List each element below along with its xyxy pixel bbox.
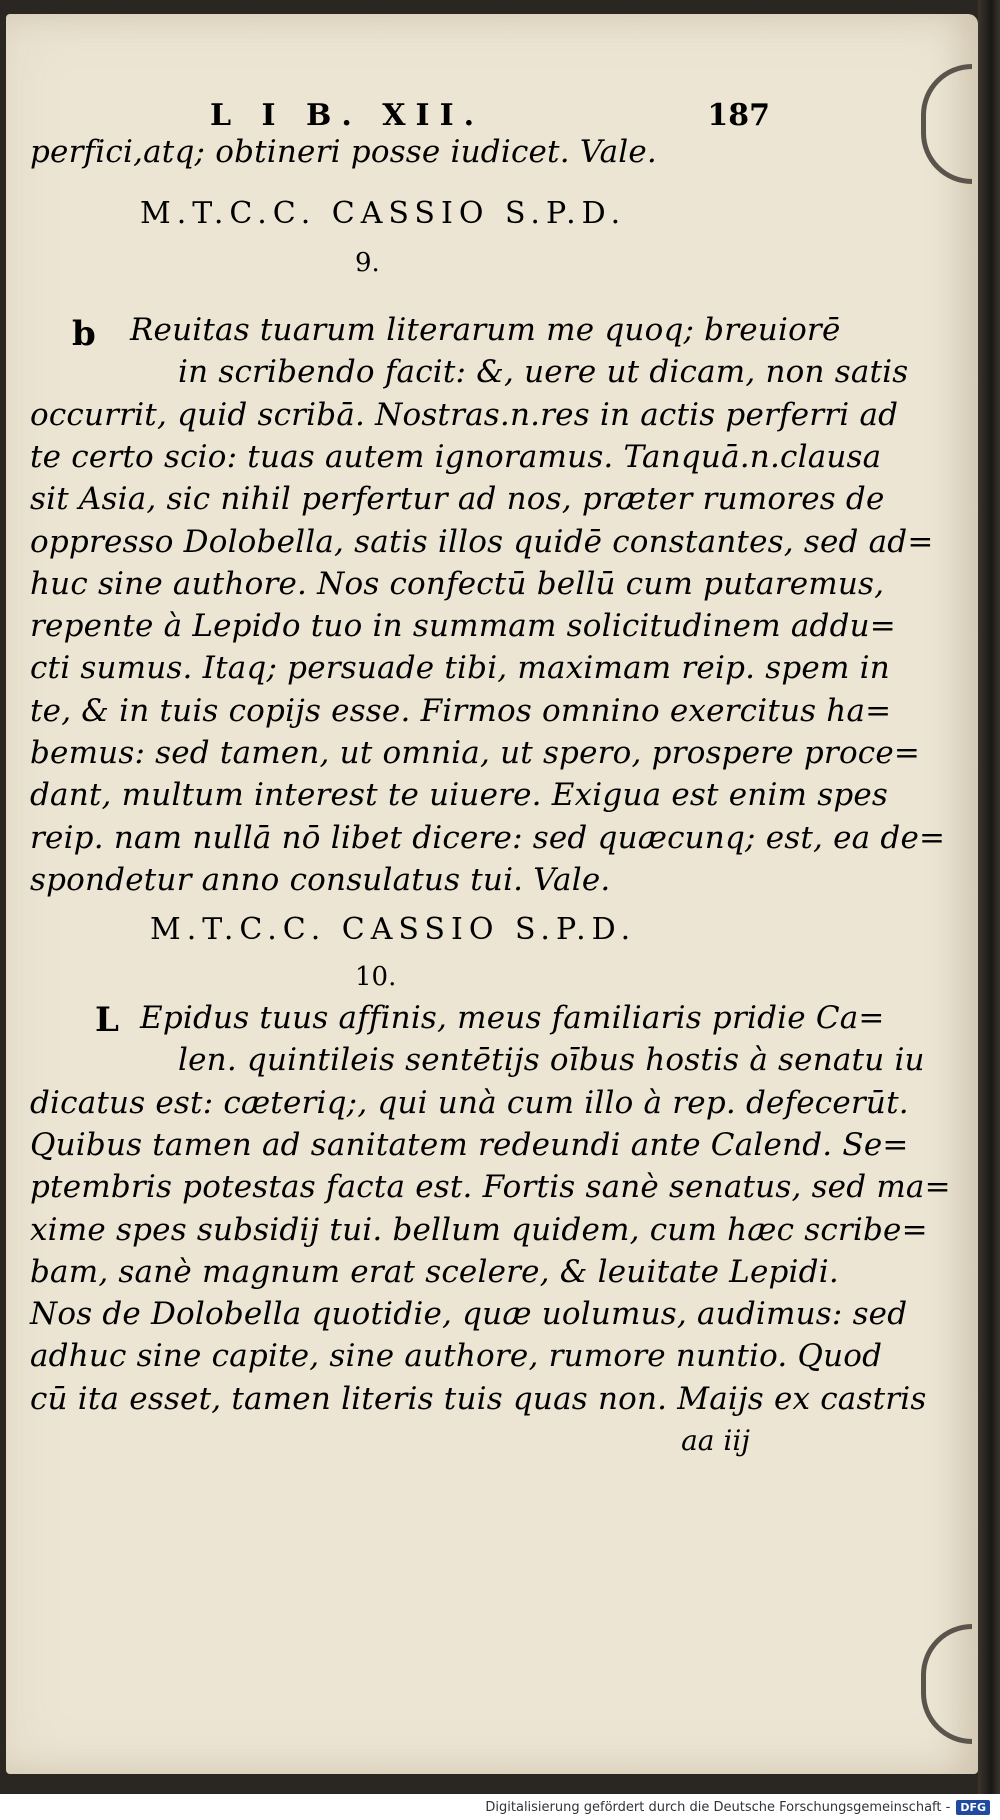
letter9-line: in scribendo facit: &, uere ut dicam, non satis (178, 354, 909, 391)
letter10-initial: L (95, 1000, 119, 1040)
page-clip-bottom (921, 1624, 972, 1744)
book-label: L I B. XII. (210, 98, 485, 133)
letter9-initial: b (72, 314, 96, 354)
letter9-line: reip. nam nullā nō libet dicere: sed quæcunq; est, ea de= (30, 819, 946, 856)
letter10-line: bam, sanè magnum erat scelere, & leuitate Lepidi. (30, 1253, 839, 1290)
dfg-logo: DFG (956, 1800, 990, 1815)
letter9-line: repente à Lepido tuo in summam solicitudinem addu= (30, 608, 896, 645)
letter10-line: dicatus est: cæteriq;, qui unà cum illo à rep. defecerūt. (30, 1084, 909, 1121)
letter10-line: cū ita esset, tamen literis tuis quas non. Maijs ex castris (30, 1380, 927, 1417)
letter9-line: Reuitas tuarum literarum me quoq; breuiorē (130, 312, 841, 348)
letter10-line: adhuc sine capite, sine authore, rumore nuntio. Quod (30, 1338, 883, 1375)
signature-mark: aa iij (681, 1424, 750, 1457)
letter9-line: cti sumus. Itaq; persuade tibi, maximam reip. spem in (30, 650, 890, 687)
letter10-line: Nos de Dolobella quotidie, quæ uolumus, audimus: sed (30, 1296, 908, 1333)
letter10-line: len. quintileis sentētijs oībus hostis à senatu iu (178, 1042, 925, 1079)
letter9-line: spondetur anno consulatus tui. Vale. (30, 861, 611, 898)
page-number: 187 (707, 98, 770, 133)
letter9-number: 9. (355, 248, 380, 278)
letter10-line: Quibus tamen ad sanitatem redeundi ante Calend. Se= (30, 1126, 909, 1163)
letter9-heading: M.T.C.C. CASSIO S.P.D. (140, 196, 627, 231)
letter9-line: sit Asia, sic nihil perfertur ad nos, præter rumores de (30, 481, 885, 518)
letter9-line: te, & in tuis copijs esse. Firmos omnino exercitus ha= (30, 692, 892, 729)
letter9-line: te certo scio: tuas autem ignoramus. Tanquā.n.clausa (30, 438, 882, 475)
letter10-heading: M.T.C.C. CASSIO S.P.D. (150, 912, 637, 947)
letter9-line: bemus: sed tamen, ut omnia, ut spero, prospere proce= (30, 735, 921, 771)
letter10-line: ptembris potestas facta est. Fortis sanè senatus, sed ma= (30, 1169, 951, 1206)
letter9-line: occurrit, quid scribā. Nostras.n.res in actis perferri ad (30, 396, 899, 433)
letter10-line: Epidus tuus affinis, meus familiaris pridie Ca= (140, 1000, 885, 1036)
letter9-line: dant, multum interest te uiuere. Exigua est enim spes (30, 777, 889, 814)
letter10-line: xime spes subsidij tui. bellum quidem, cum hæc scribe= (30, 1211, 928, 1248)
footer-text: Digitalisierung gefördert durch die Deutsche Forschungsgemeinschaft - (485, 1799, 951, 1815)
letter10-number: 10. (355, 962, 397, 992)
book-spine (978, 0, 1000, 1800)
page-clip-top (921, 64, 972, 184)
running-head (210, 98, 770, 133)
letter9-line: oppresso Dolobella, satis illos quidē constantes, sed ad= (30, 523, 934, 560)
digitization-footer (0, 1794, 1000, 1820)
opening-line: perfici,atq; obtineri posse iudicet. Vale. (30, 134, 657, 170)
letter9-line: huc sine authore. Nos confectū bellū cum putaremus, (30, 565, 885, 602)
